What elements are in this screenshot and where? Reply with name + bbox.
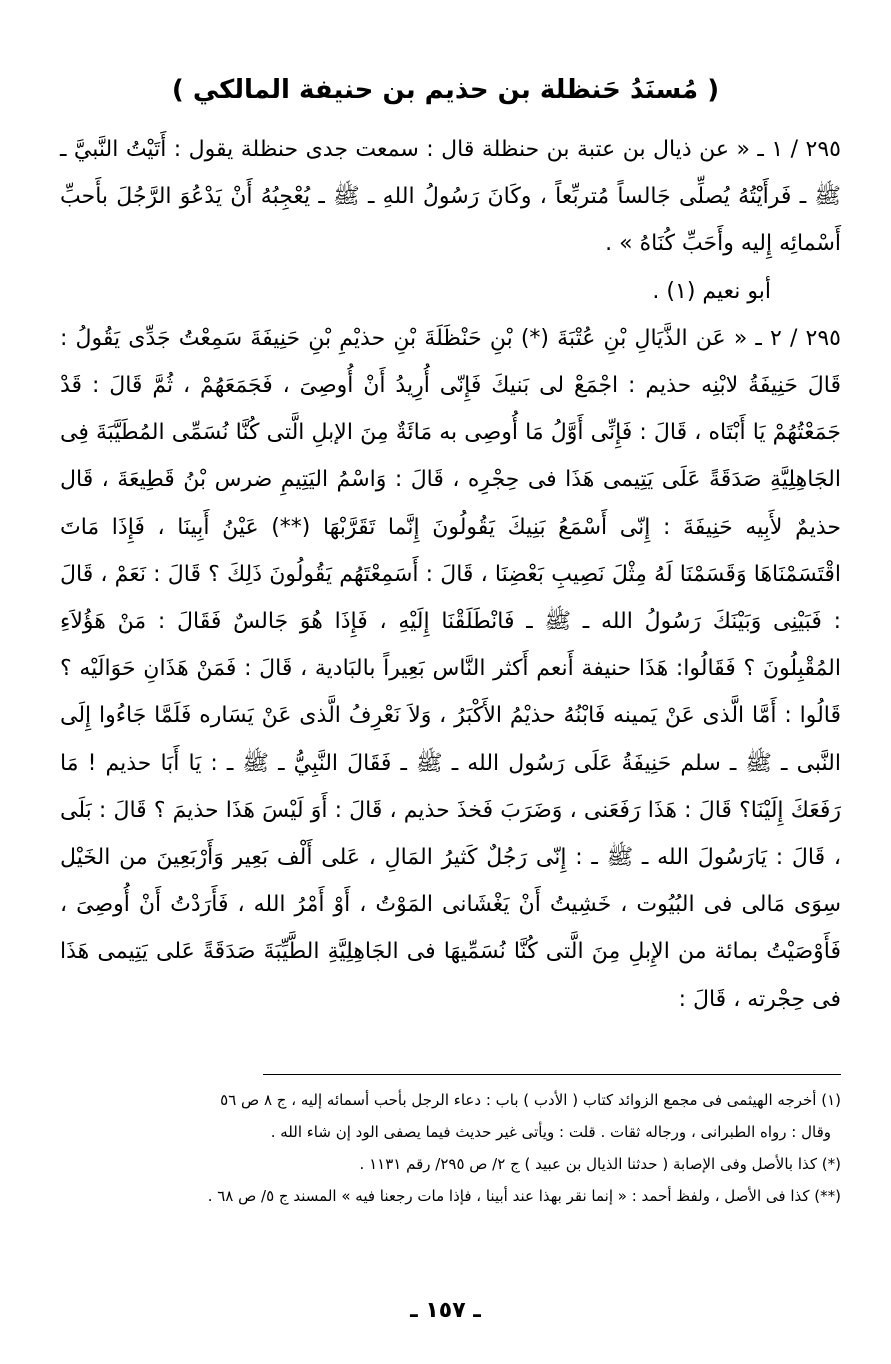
footnote-star: (*) كذا بالأصل وفى الإصابة ( حدثنا الذيال بن عبيد ) ج ٢/ ص ٢٩٥/ رقم ١١٣١ .: [359, 1155, 841, 1173]
footnote-1-continuation: وقال : رواه الطبرانى ، ورجاله ثقات . قلت : ويأتى غير حديث فيما يصفى الود إن شاء الله .: [270, 1123, 831, 1141]
footnote-1: (١) أخرجه الهيثمى فى مجمع الزوائد كتاب ( الأدب ) باب : دعاء الرجل بأحب أسمائه إليه ، ج ٨ ص ٥٦: [220, 1091, 841, 1109]
hadith-paragraph-2: ٢٩٥ / ٢ ـ « عَن الذَّيَالِ بْنِ عُتْبَةَ (*) بْنِ حَنْظَلَةَ بْنِ حذيْمِ بْنِ حَنِيفَةَ سَمِعْتُ جَدِّى يَقُولُ : قَالَ حَنِيفَةُ لابْنِه حذيم : اجْمَعْ لى بَنيكَ فَإِنّى أُرِيدُ أَنْ أُوصِىَ ، فَجَمَعَهُمْ ، ثُمَّ قَالَ : قَدْ جَمَعْتُهُمْ يَا أَبْتَاه ، قَالَ : فَإِنِّى أَوَّلُ مَا أُوصِى به مَائَةٌ مِنَ الإبلِ الَّتى كُنَّا نُسَمِّى المُطَيَّبَةَ فِى الجَاهِلِيَّةِ صَدَقَةً عَلَى يَتِيمى هَذَا فى حِجْرِه ، قَالَ : وَاسْمُ اليَتِيمِ ضرس بْنُ قَطِيعَةَ ، قَال حذيمٌ لأَبِيه حَنِيفَةَ : إِنّى أَسْمَعُ بَنِيكَ يَقُولُونَ إِنَّما تَقَرَّبْهَا (**) عَيْنُ أَبِينَا ، فَإِذَا مَاتَ اقْتَسَمْنَاهَا وَقَسَمْنَا لَهُ مِثْلَ نَصِيبِ بَعْضِنَا ، قَالَ : أَسَمِعْتَهُم يَقُولُونَ ذَلِكَ ؟ قَالَ : نَعَمْ ، قَالَ : فَبَيْنِى وَبَيْنَكَ رَسُولُ الله ـ ﷺ ـ فَانْطَلَقْنَا إِلَيْهِ ، فَإِذَا هُوَ جَالسٌ فَقَالَ : مَنْ هَؤُلاَءِ المُقْبِلُونَ ؟ فَقَالُوا: هَذَا حنيفة أَنعم أَكثر النَّاس بَعِيراً بالبَادية ، قَالَ : فَمَنْ هَذَانِ حَوَالَيْه ؟ قَالُوا : أَمَّا الَّذى عَنْ يَمينه فَابْنُهُ حذيْمُ الأَكْبَرُ ، وَلاَ نَعْرِفُ الَّذى عَنْ يَسَاره فَلَمَّا جَاءُوا إِلَى النَّبى ـ ﷺ ـ سلم حَنِيفَةُ عَلَى رَسُول الله ـ ﷺ ـ فَقَالَ النَّبِيُّ ـ ﷺ ـ : يَا أَبَا حذيم ! مَا رَفَعَكَ إِلَيْنَا؟ قَالَ : هَذَا رَفَعَنى ، وَضَرَبَ فَخذَ حذيم ، قَالَ : أَوَ لَيْسَ هَذَا حذيمَ ؟ قَالَ : بَلَى ، قَالَ : يَارَسُولَ الله ـ ﷺ ـ : إِنّى رَجُلٌ كَثيرُ المَالِ ، عَلى أَلْف بَعِير وَأَرْبَعِينَ من الخَيْل سِوَى مَالى فى البُيُوت ، خَشِيتُ أَنْ يَغْشَانى المَوْتُ ، أَوْ أَمْرُ الله ، فَأَرَدْتُ أَنْ أُوصِىَ ، فَأَوْصَيْتُ بمائة من الإِبلِ مِنَ الَّتى كُنَّا نُسَمِّيهَا فى الجَاهِلِيَّةِ الطَّيِّبَةَ صَدَقَةً عَلى يَتِيمى هَذَا فى حِجْرته ، قَالَ :: [60, 325, 841, 1012]
footnotes: [60, 1084, 841, 1212]
page-title: ( مُسنَدُ حَنظلة بن حذيم بن حنيفة المالكي ): [171, 75, 720, 105]
page-number: ـ ١٥٧ ـ: [410, 1298, 481, 1323]
footnote-separator: [263, 1074, 841, 1075]
footnote-double-star: (**) كذا فى الأصل ، ولفظ أحمد : « إنما نقر بهذا عند أبينا ، فإذا مات رجعنا فيه » المسند ج ٥/ ص ٦٨ .: [207, 1187, 841, 1205]
main-text: [60, 126, 841, 1023]
source-attribution: أبو نعيم (١) .: [652, 278, 771, 304]
hadith-paragraph-1: ٢٩٥ / ١ ـ « عن ذيال بن عتبة بن حنظلة قال : سمعت جدى حنظلة يقول : أَتَيْتُ النَّبيَّ ـ ﷺ ـ فَرأَيْتُهُ يُصلِّى جَالساً مُتربِّعاً ، وكَانَ رَسُولُ اللهِ ـ ﷺ ـ يُعْجِبُهُ أَنْ يَدْعُوَ الرَّجُلَ بأَحبِّ أَسْمائِه إِليه وأَحَبِّ كُنَاهُ » .: [60, 137, 841, 257]
